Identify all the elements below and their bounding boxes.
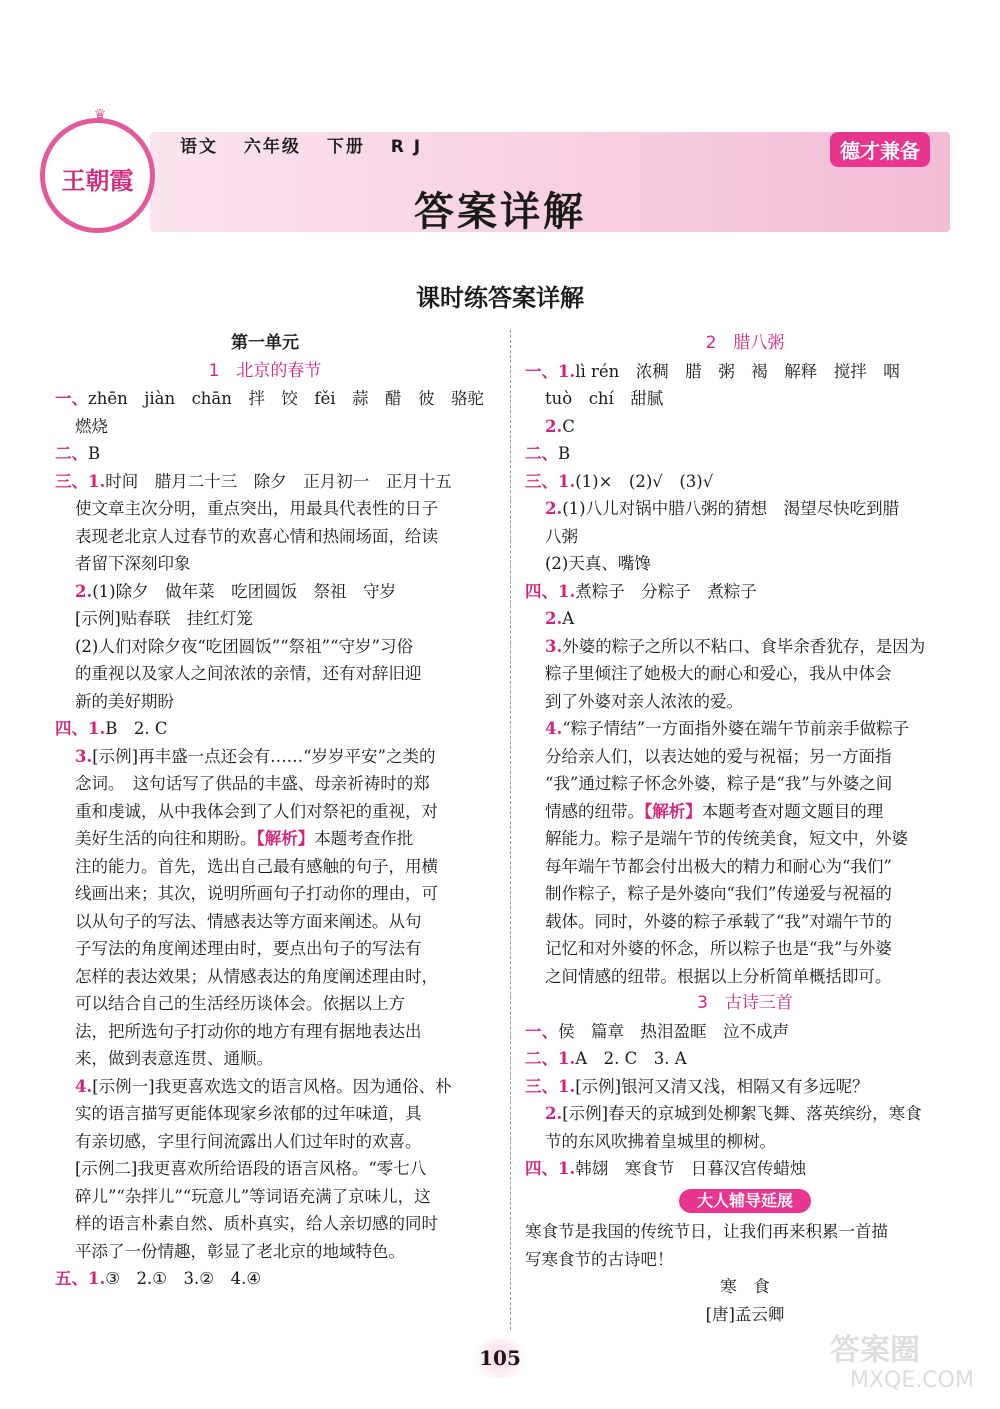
analysis-tag: 【解析】 (644, 801, 702, 821)
answer-line (55, 440, 475, 468)
answer-line (525, 605, 965, 633)
answer-text: 侯 篇章 热泪盈眶 泣不成声 (558, 1021, 789, 1041)
answer-line (55, 1100, 475, 1128)
answer-text: 煮粽子 分粽子 煮粽子 (575, 581, 757, 601)
answer-line (525, 468, 965, 496)
answer-text: (2)人们对除夕夜“吃团圆饭”“祭祖”“守岁”习俗 (75, 636, 413, 656)
unit-heading: 第一单元 (231, 333, 299, 353)
answer-text: 节的东风吹拂着皇城里的柳树。 (545, 1131, 776, 1151)
watermark-logo: 答案圈 (830, 1333, 920, 1368)
answer-text: 使文章主次分明，重点突出，用最具代表性的日子 (75, 499, 438, 518)
answer-text: [示例]春天的京城到处柳絮飞舞、落英缤纷，寒食 (562, 1104, 922, 1123)
answer-line (55, 770, 475, 798)
book-meta (180, 132, 440, 157)
answer-line (525, 688, 965, 716)
answer-line (55, 688, 475, 716)
answer-text: (2)天真、嘴馋 (545, 554, 651, 573)
answer-line (525, 963, 965, 991)
answer-text: C (562, 416, 575, 436)
slogan-badge: 德才兼备 (830, 132, 930, 167)
answer-line (525, 770, 965, 798)
answer-text: [示例一]我更喜欢选文的语言风格。因为通俗、朴 (92, 1076, 452, 1096)
answer-text: B (558, 444, 571, 463)
answer-line (525, 1218, 965, 1246)
answer-text: tuò chí 甜腻 (545, 389, 664, 408)
answer-line (525, 1018, 965, 1046)
answer-line (55, 1210, 475, 1238)
answer-line (55, 633, 475, 661)
answer-text: 燃烧 (75, 416, 108, 436)
answer-text: 法，把所选句子打动你的地方有理有据地表达出 (75, 1021, 422, 1041)
brand-name: 王朝霞 (61, 166, 134, 195)
answer-line (55, 1183, 475, 1211)
answer-text: 念词。 这句话写了供品的丰盛、母亲祈祷时的郑 (75, 774, 430, 793)
answer-line (55, 1018, 475, 1046)
question-number: 3. (545, 636, 563, 656)
answer-text: 注的能力。首先，选出自己最有感触的句子，用横 (75, 856, 438, 876)
answer-text: 八粥 (545, 526, 578, 546)
answer-text: 分给亲人们，以表达她的爱与祝福；另一方面指 (545, 746, 892, 766)
answer-text: [示例二]我更喜欢所给语段的语言风格。“零七八 (75, 1159, 427, 1178)
question-number: 2. (545, 609, 563, 628)
answer-line (55, 413, 475, 441)
answer-line (55, 385, 485, 413)
answer-line (55, 523, 475, 551)
question-number: 三、1. (525, 471, 576, 491)
answer-text: 韩翃 寒食节 日暮汉宫传蜡烛 (575, 1159, 807, 1178)
answer-text: “粽子情结”一方面指外婆在端午节前亲手做粽子 (562, 719, 910, 738)
question-number: 三、1. (55, 471, 106, 491)
answer-text: B (88, 444, 101, 463)
answer-text: 美好生活的向往和期盼。 (75, 829, 257, 848)
answer-line (55, 990, 475, 1018)
answer-line (525, 1045, 965, 1073)
question-number: 二、 (55, 444, 88, 463)
answer-text: 新的美好期盼 (75, 691, 174, 711)
grade: 六年级 (243, 137, 301, 157)
answer-text: 记忆和对外婆的怀念，所以粽子也是“我”与外婆 (545, 939, 892, 958)
answer-line (525, 413, 965, 441)
answer-text: 碎儿”“杂拌儿”“玩意儿”等词语充满了京味儿，这 (75, 1186, 431, 1206)
answer-line (55, 935, 475, 963)
answer-text: 来，做到表意连贯、通顺。 (75, 1049, 273, 1068)
answer-text: lì rén 浓稠 腊 粥 褐 解释 搅拌 咽 (575, 361, 900, 381)
answer-line (525, 495, 965, 523)
question-number: 二、1. (525, 1049, 576, 1068)
column-divider (510, 330, 511, 1330)
answer-line (55, 605, 475, 633)
question-number: 4. (75, 1076, 93, 1096)
question-number: 2. (545, 499, 563, 518)
analysis-text: 本题考查作批 (314, 829, 414, 848)
answer-line (525, 440, 965, 468)
answer-line (525, 935, 965, 963)
question-number: 一、 (55, 389, 88, 408)
answer-text: 实的语言描写更能体现家乡浓郁的过年味道，具 (75, 1104, 422, 1123)
left-column (55, 330, 485, 1293)
question-number: 五、1. (55, 1269, 106, 1288)
answer-text: 制作粽子，粽子是外婆向“我们”传递爱与祝福的 (545, 884, 892, 903)
answer-line (525, 550, 965, 578)
page-title: 答案详解 (414, 189, 586, 235)
answer-line (55, 908, 475, 936)
answer-text: (1)× (2)√ (3)√ (575, 471, 714, 491)
answer-line (525, 358, 965, 386)
answer-line (55, 743, 475, 771)
answer-line (55, 1238, 475, 1266)
answer-text: 解能力。粽子是端午节的传统美食，短文中，外婆 (545, 829, 908, 848)
answer-text: 寒食节是我国的传统节日，让我们再来积累一首描 (525, 1222, 888, 1241)
answer-line (525, 908, 965, 936)
answer-line (525, 1073, 965, 1101)
answer-text: 到了外婆对亲人浓浓的爱。 (545, 691, 743, 711)
answer-text: [示例]贴春联 挂红灯笼 (75, 609, 253, 628)
answer-line (525, 1246, 965, 1274)
analysis-tag: 【解析】 (256, 829, 315, 848)
extension-banner (525, 1187, 965, 1215)
question-number: 四、1. (55, 719, 106, 738)
answer-line (55, 468, 475, 496)
answer-line (525, 660, 965, 688)
question-number: 3. (75, 746, 93, 766)
answer-line (525, 578, 965, 606)
answer-line (55, 880, 475, 908)
question-number: 2. (545, 416, 563, 436)
answer-line (55, 1045, 475, 1073)
answer-line (55, 1128, 475, 1156)
answer-text: zhēn jiàn chān 拌 饺 fěi 蒜 醋 彼 骆驼 (88, 389, 485, 408)
crown-icon: ♛ (93, 107, 107, 123)
question-number: 4. (545, 719, 563, 738)
question-number: 一、1. (525, 361, 576, 381)
answer-text: 载体。同时，外婆的粽子承载了“我”对端午节的 (545, 911, 892, 931)
section-title: 课时练答案详解 (416, 284, 584, 312)
answer-line (55, 1265, 475, 1293)
right-column (525, 330, 965, 1328)
subject: 语文 (180, 137, 218, 157)
answer-text: 粽子里倾注了她极大的耐心和爱心，我从中体会 (545, 664, 892, 683)
answer-text: B 2. C (105, 719, 168, 738)
answer-text: 情感的纽带。 (545, 801, 644, 821)
answer-text: 怎样的表达效果；从情感表达的角度阐述理由时， (75, 966, 438, 986)
lesson-heading: 3 古诗三首 (697, 993, 793, 1013)
answer-line (55, 853, 475, 881)
question-number: 2. (545, 1104, 563, 1123)
answer-line (525, 1100, 965, 1128)
answer-line (525, 385, 965, 413)
answer-text: [示例]再丰盛一点还会有……“岁岁平安”之类的 (92, 746, 436, 766)
answer-line (55, 963, 475, 991)
answer-text: 写寒食节的古诗吧！ (525, 1249, 674, 1269)
answer-text: 表现老北京人过春节的欢喜心情和热闹场面，给读 (75, 526, 438, 546)
answer-line (525, 798, 965, 826)
answer-text: 之间情感的纽带。根据以上分析简单概括即可。 (545, 966, 892, 986)
answer-line (55, 798, 475, 826)
answer-text: (1)八儿对锅中腊八粥的猜想 渴望尽快吃到腊 (562, 499, 900, 518)
question-number: 四、1. (525, 581, 576, 601)
answer-text: 时间 腊月二十三 除夕 正月初一 正月十五 (105, 471, 452, 491)
question-number: 三、1. (525, 1076, 576, 1096)
answer-text: (1)除夕 做年菜 吃团圆饭 祭祖 守岁 (92, 581, 397, 601)
question-number: 一、 (525, 1021, 558, 1041)
lesson-heading: 1 北京的春节 (208, 360, 322, 381)
answer-line (55, 550, 475, 578)
answer-text: “我”通过粽子怀念外婆，粽子是“我”与外婆之间 (545, 774, 893, 793)
page-number: 105 (470, 1338, 530, 1378)
answer-text: 可以结合自己的生活经历谈体会。依据以上方 (75, 994, 405, 1013)
answer-line (525, 743, 965, 771)
answer-line (55, 1073, 475, 1101)
lesson-heading: 2 腊八粥 (705, 333, 785, 353)
answer-line (525, 523, 965, 551)
answer-text: 有亲切感，字里行间流露出人们过年时的欢喜。 (75, 1131, 422, 1151)
answer-text: 者留下深刻印象 (75, 554, 191, 573)
answer-text: A (562, 609, 575, 628)
answer-text: 外婆的粽子之所以不粘口、食毕余香犹存，是因为 (562, 636, 926, 656)
answer-text: 重和虔诚，从中我体会到了人们对祭祀的重视，对 (75, 801, 438, 821)
question-number: 2. (75, 581, 93, 601)
answer-text: A 2. C 3. A (575, 1049, 687, 1068)
analysis-text: 本题考查对题文题目的理 (701, 801, 884, 821)
banner-label: 大人辅导延展 (679, 1189, 811, 1213)
answer-line (525, 633, 965, 661)
answer-text: 每年端午节都会付出极大的精力和耐心为“我们” (545, 856, 892, 876)
answer-line (525, 715, 965, 743)
volume: 下册 (326, 137, 365, 157)
answer-line (525, 1155, 965, 1183)
edition: R J (390, 137, 423, 157)
answer-line (55, 715, 475, 743)
question-number: 二、 (525, 444, 558, 463)
answer-line (525, 853, 965, 881)
answer-text: [示例]银河又清又浅，相隔又有多远呢？ (575, 1076, 869, 1096)
answer-line (55, 495, 475, 523)
answer-text: 以从句子的写法、情感表达等方面来阐述。从句 (75, 911, 422, 931)
poem-line: [唐]孟云卿 (705, 1304, 785, 1324)
answer-text: 线画出来；其次，说明所画句子打动你的理由，可 (75, 884, 438, 903)
watermark-url: MXQE.COM (850, 1368, 974, 1393)
answer-text: 子写法的角度阐述理由时，要点出句子的写法有 (75, 939, 422, 958)
question-number: 四、1. (525, 1159, 576, 1178)
answer-line (55, 660, 475, 688)
answer-text: 平添了一份情趣，彰显了老北京的地域特色。 (75, 1241, 405, 1261)
answer-line (525, 880, 965, 908)
poem-line: 寒 食 (720, 1277, 770, 1296)
answer-text: 的重视以及家人之间浓浓的亲情，还有对辞旧迎 (75, 664, 422, 683)
answer-text: ③ 2.① 3.② 4.④ (105, 1269, 262, 1288)
answer-line (525, 825, 965, 853)
answer-line (525, 1128, 965, 1156)
answer-line (55, 825, 475, 853)
answer-text: 样的语言朴素自然、质朴真实，给人亲切感的同时 (75, 1214, 438, 1233)
page-header (0, 0, 1000, 260)
answer-line (55, 578, 475, 606)
answer-line (55, 1155, 475, 1183)
